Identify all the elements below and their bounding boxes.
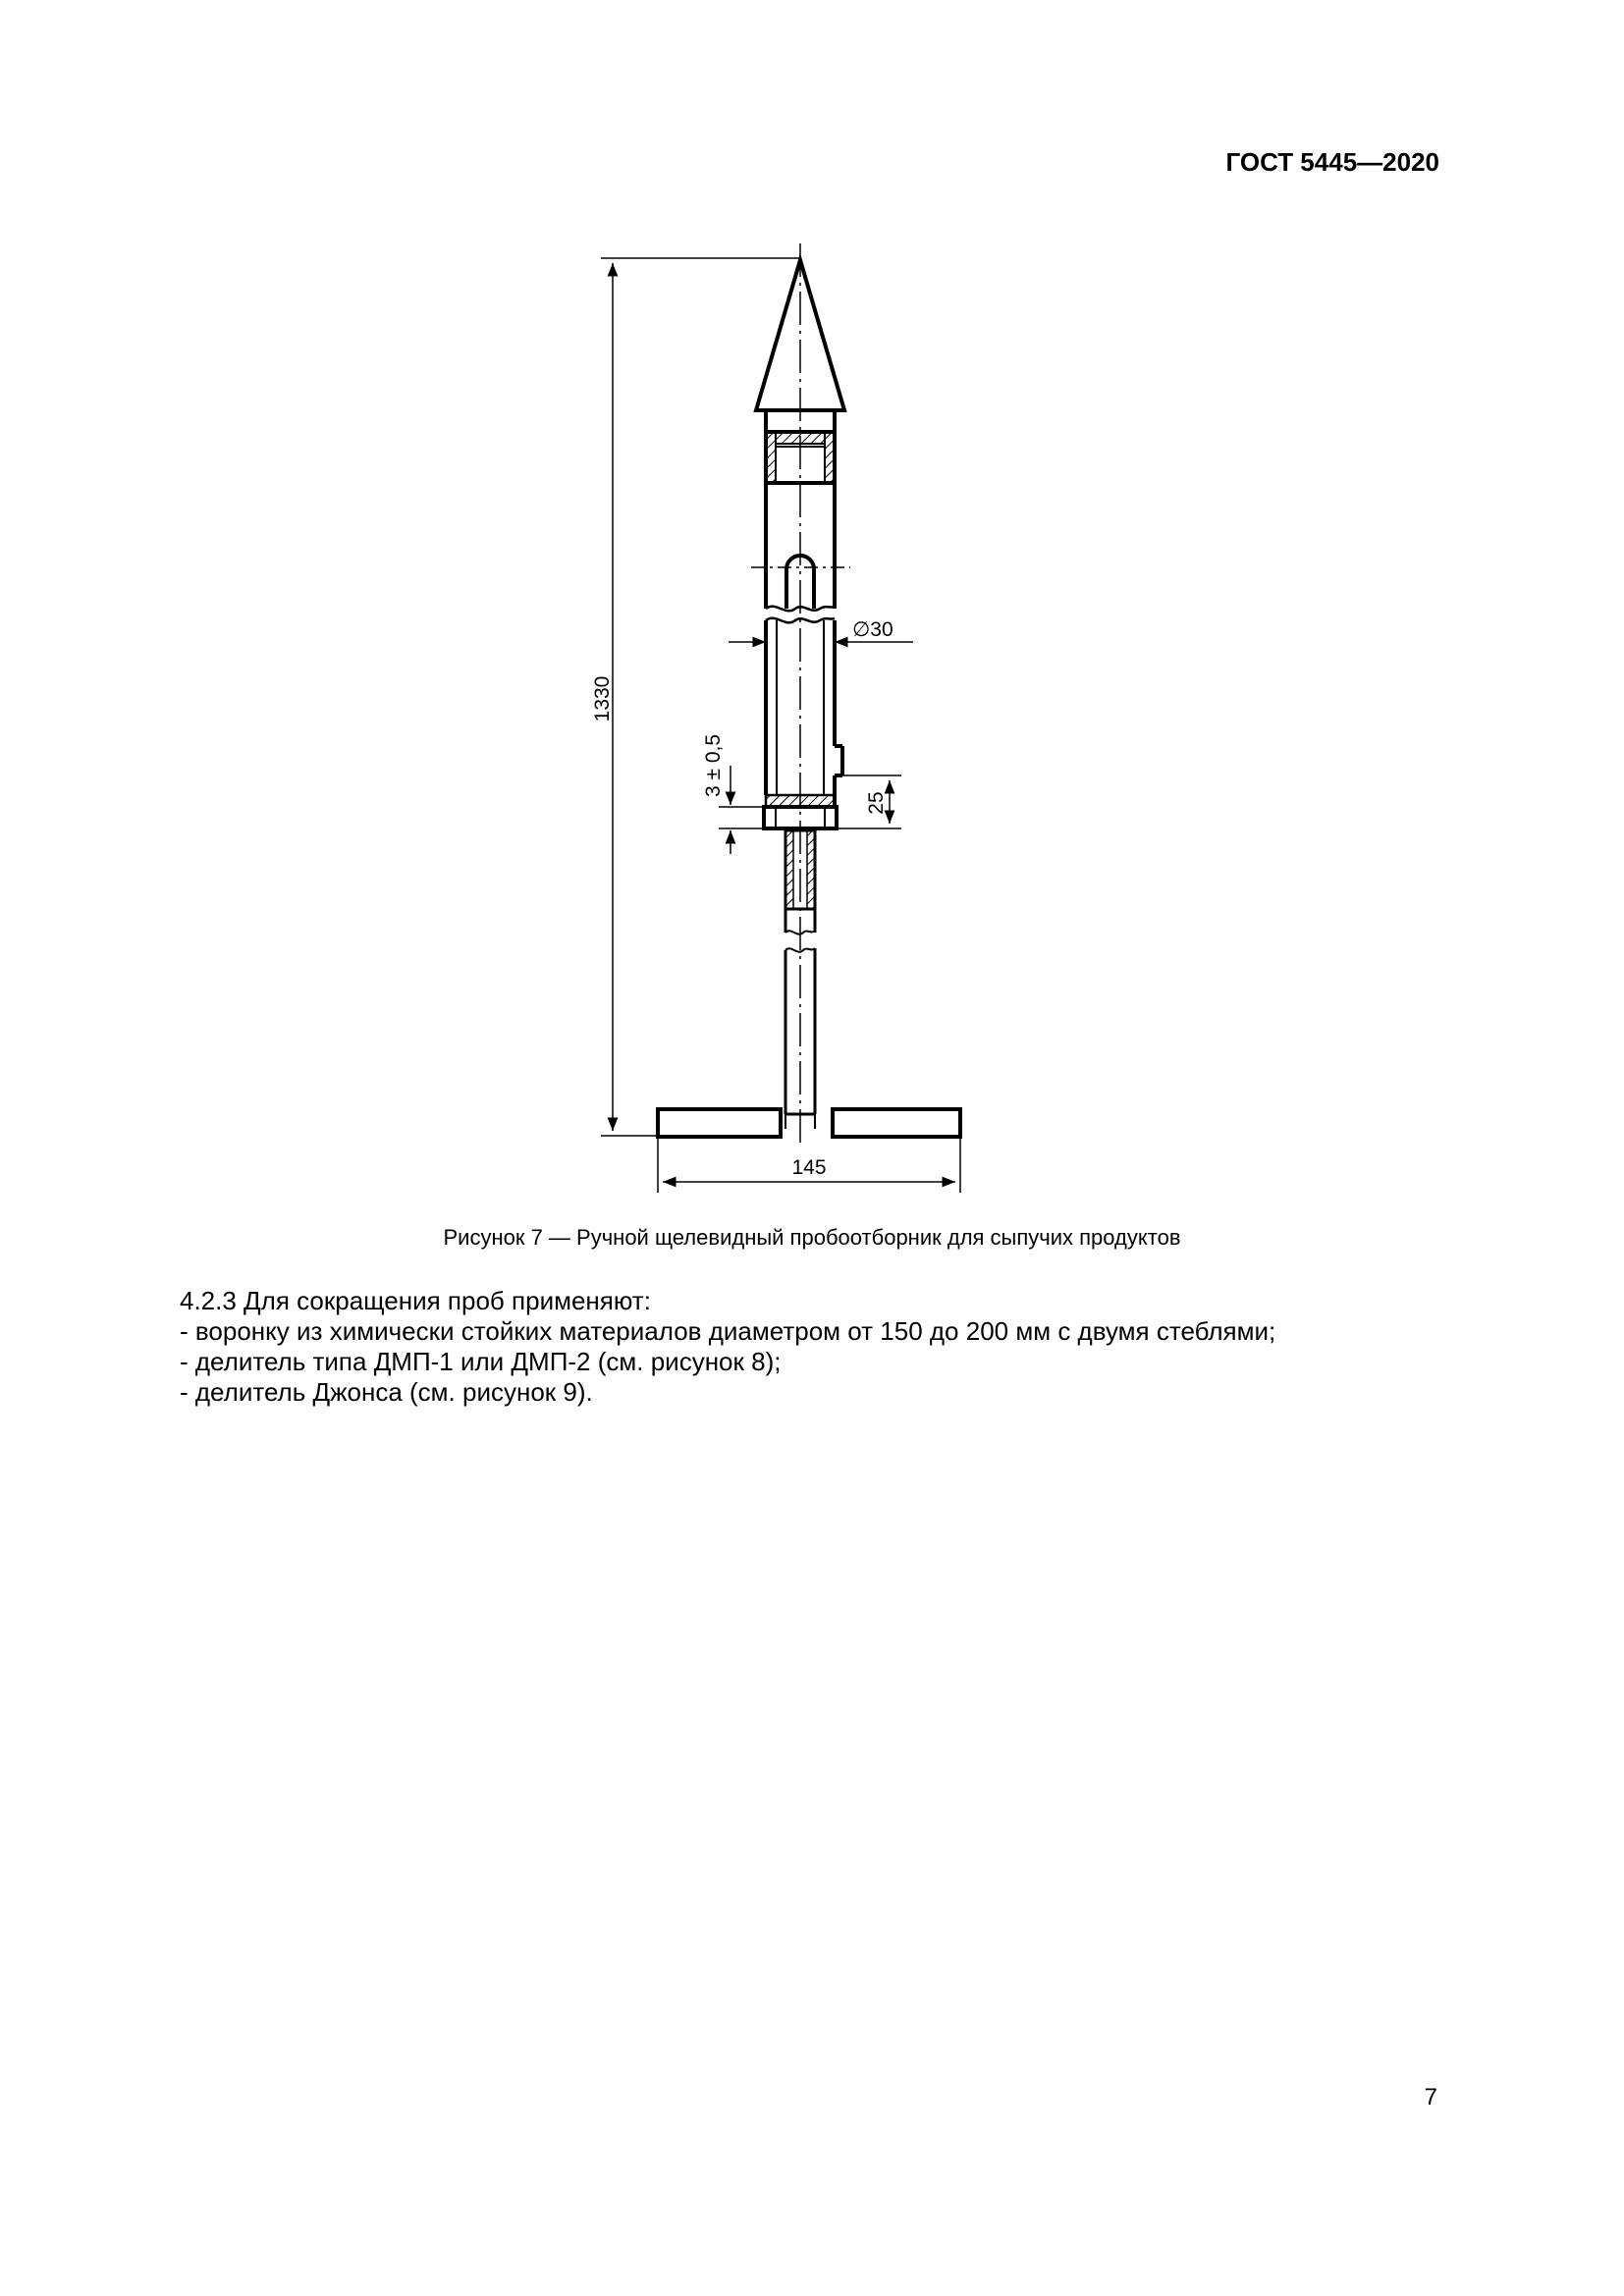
list-item: - делитель Джонса (см. рисунок 9). xyxy=(180,1377,593,1407)
dimension-gap-label: 3 ± 0,5 xyxy=(702,733,725,798)
dimension-total-height-label: 1330 xyxy=(591,675,614,722)
dimension-total-height xyxy=(601,258,800,1136)
middle-tube xyxy=(764,618,842,828)
figure-caption: Рисунок 7 — Ручной щелевидный пробоотборник для сыпучих продуктов xyxy=(443,1225,1181,1250)
body-text xyxy=(180,1286,1275,1408)
list-item: - воронку из химически стойких материалов диаметром от 150 до 200 мм с двумя стеблями; xyxy=(180,1316,1276,1346)
dimension-slot-label: 25 xyxy=(865,791,888,815)
paragraph-intro: 4.2.3 Для сокращения проб применяют: xyxy=(180,1286,651,1315)
dimension-handle-width-label: 145 xyxy=(791,1156,827,1179)
document-header: ГОСТ 5445—2020 xyxy=(1225,147,1439,177)
page-number: 7 xyxy=(1424,2084,1437,2110)
list-item: - делитель типа ДМП-1 или ДМП-2 (см. рисунок 8); xyxy=(180,1347,782,1376)
dimension-diameter-label: ∅30 xyxy=(852,618,893,641)
